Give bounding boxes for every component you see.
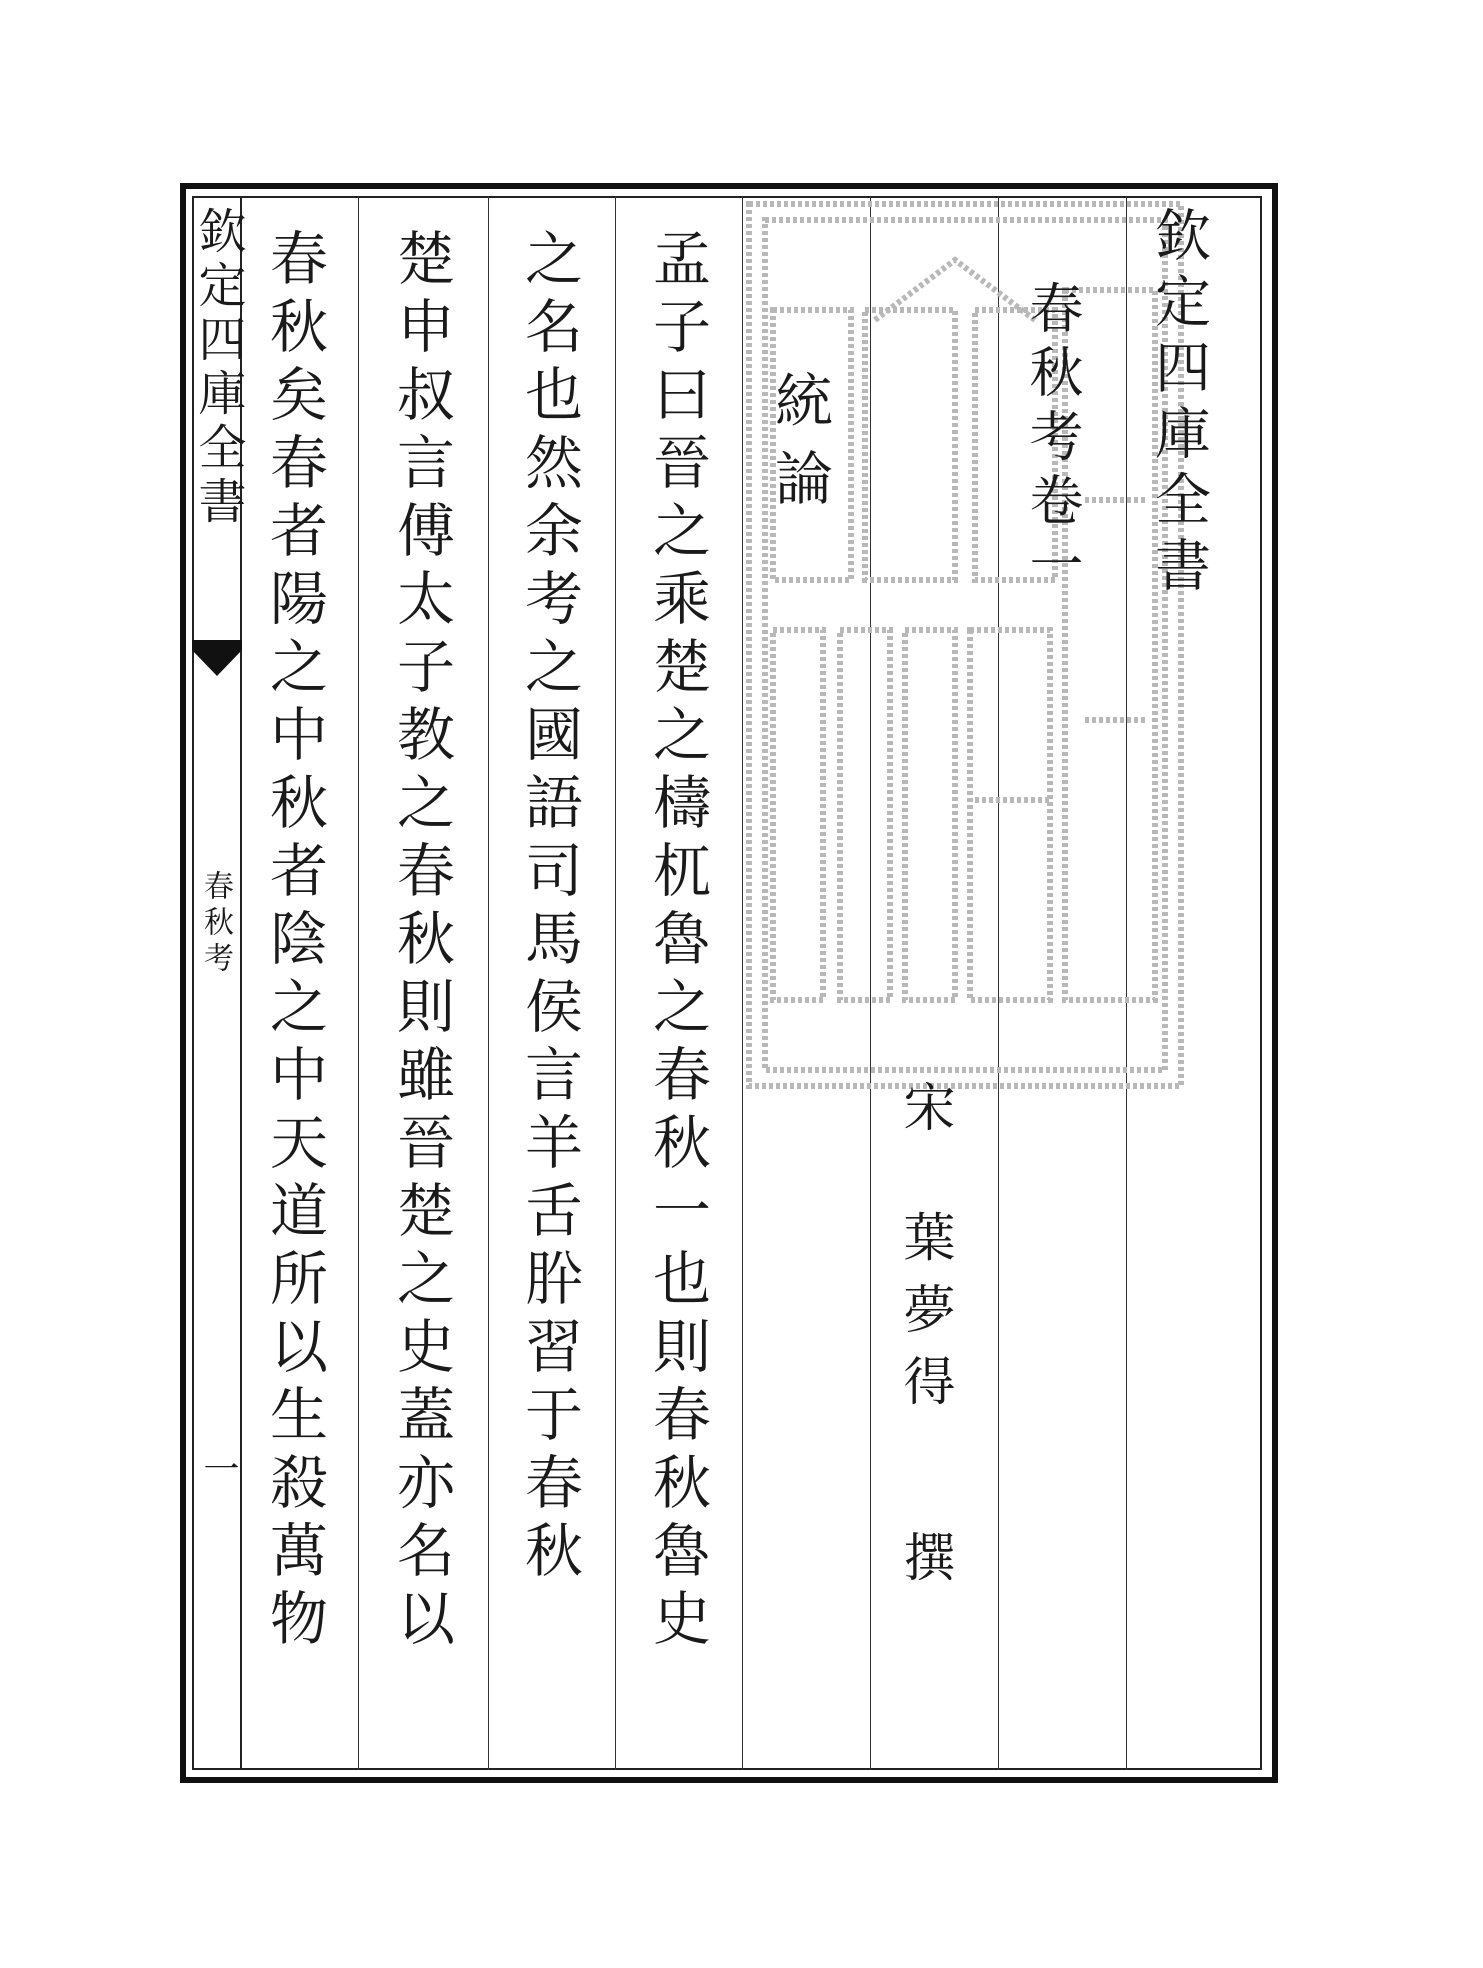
fishtail-mark [192,640,242,676]
author-name: 葉夢得 [894,1210,954,1426]
body-column-2: 之名也然余考之國語司馬侯言羊舌肸習于春秋 [515,228,583,1588]
author-role: 撰 [894,1530,954,1610]
volume-title: 春秋考卷一 [1021,280,1084,600]
column-rule [358,196,359,1770]
body-column-4: 春秋矣春者陽之中秋者陰之中天道所以生殺萬物 [260,228,328,1656]
column-rule [742,196,743,1770]
body-column-1: 孟子曰晉之乘楚之檮杌魯之春秋一也則春秋魯史 [643,228,711,1656]
banxin-page-number: 一 [198,1450,239,1486]
banxin-title: 欽定四庫全書 [190,206,246,530]
library-seal [745,200,1185,1090]
body-column-3: 楚申叔言傅太子教之春秋則雖晉楚之史蓋亦名以 [387,228,455,1656]
chapter-heading: 統論 [765,370,833,526]
column-rule [488,196,489,1770]
author-dynasty: 宋 [894,1080,954,1160]
column-rule [615,196,616,1770]
banxin-section: 春秋考 [198,870,233,978]
book-title: 欽定四庫全書 [1146,206,1211,602]
